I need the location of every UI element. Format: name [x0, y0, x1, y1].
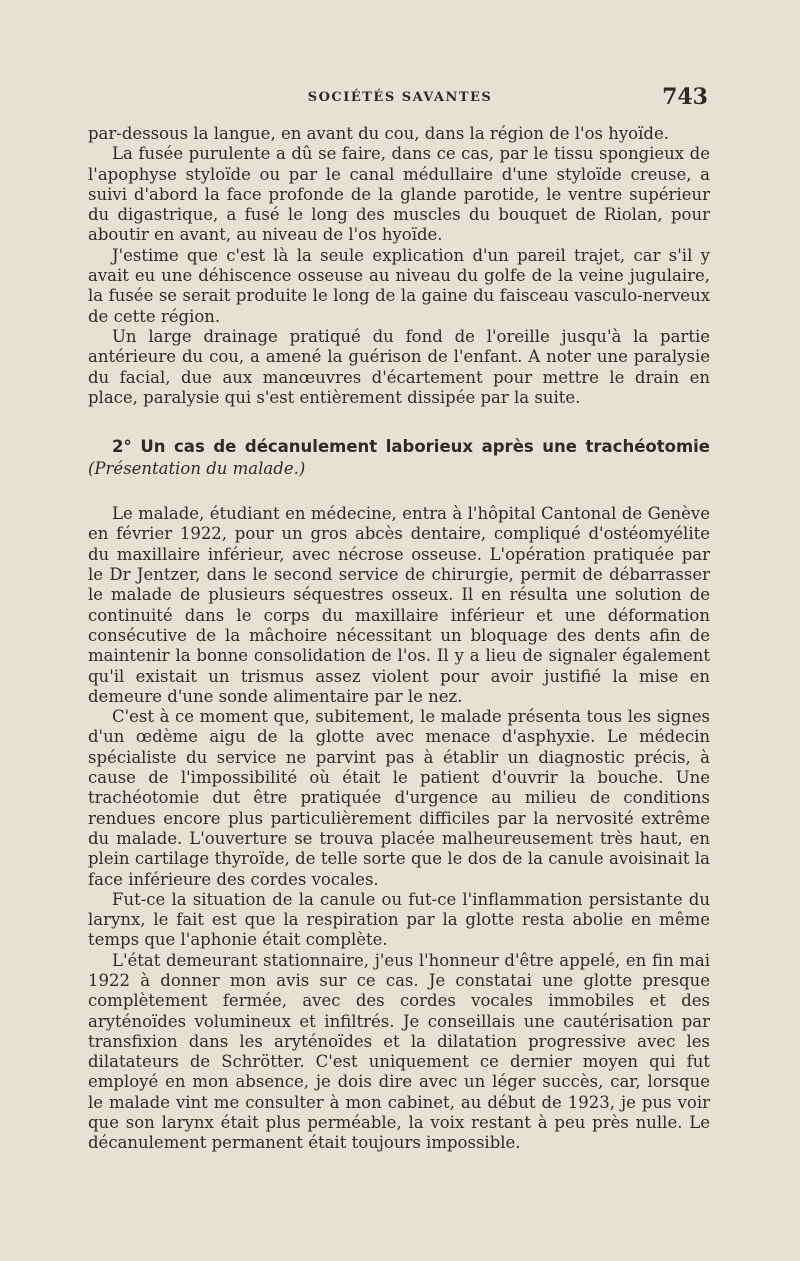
paragraph: par-dessous la langue, en avant du cou, dans la région de l'os hyoïde.: [88, 124, 669, 143]
page-number: 743: [662, 84, 708, 110]
section-heading: [88, 436, 710, 480]
section-number: 2°: [112, 437, 132, 457]
body-text: [88, 124, 710, 1154]
section-title: Un cas de décanulement laborieux après une trachéotomie: [140, 437, 710, 457]
paragraph: Un large drainage pratiqué du fond de l'oreille jusqu'à la partie antérieure du cou, a amené la guérison de l'enfant. A noter une paralysie du facial, due aux manœuvres d'écartement pour mettre le drain en place, paralysie qui s'est entièrement dissipée par la suite.: [88, 326, 710, 407]
paragraph: La fusée purulente a dû se faire, dans ce cas, par le tissu spongieux de l'apophyse styloïde ou par le canal médullaire d'une styloïde creuse, a suivi d'abord la face profonde de la glande parotide, le ventre supérieur du digastrique, a fusé le long des muscles du bouquet de Riolan, pour aboutir en avant, au niveau de l'os hyoïde.: [88, 144, 710, 245]
paragraph: Le malade, étudiant en médecine, entra à l'hôpital Cantonal de Genève en février 1922, pour un gros abcès dentaire, compliqué d'ostéomyélite du maxillaire inférieur, avec nécrose osseuse. L'opération pratiquée par le Dr Jentzer, dans le second service de chirurgie, permit de débarrasser le malade de plusieurs séquestres osseux. Il en résulta une solution de continuité dans le corps du maxillaire inférieur et une déformation consécutive de la mâchoire nécessitant un bloquage des dents afin de maintenir la bonne consolidation de l'os. Il y a lieu de signaler également qu'il existait un trismus assez violent pour avoir justifié la mise en demeure d'une sonde alimentaire par le nez.: [88, 504, 710, 706]
running-header: SOCIÉTÉS SAVANTES: [307, 90, 493, 105]
paragraph: L'état demeurant stationnaire, j'eus l'honneur d'être appelé, en fin mai 1922 à donner mon avis sur ce cas. Je constatai une glotte presque complètement fermée, avec des cordes vocales immobiles et des aryténoïdes volumineux et infiltrés. Je conseillais une cautérisation par transfixion dans les aryténoïdes et la dilatation progressive avec les dilatateurs de Schrötter. C'est uniquement ce dernier moyen qui fut employé en mon absence, je dois dire avec un léger succès, car, lorsque le malade vint me consulter à mon cabinet, au début de 1923, je pus voir que son larynx était plus perméable, la voix restant à peu près nulle. Le décanulement permanent était toujours impossible.: [88, 950, 710, 1153]
paragraph: Fut-ce la situation de la canule ou fut-ce l'inflammation persistante du larynx, le fait est que la respiration par la glotte resta abolie en même temps que l'aphonie était complète.: [88, 889, 710, 950]
section-subtitle: (Présentation du malade.): [88, 459, 306, 479]
paragraph: C'est à ce moment que, subitement, le malade présenta tous les signes d'un œdème aigu de la glotte avec menace d'asphyxie. Le médecin spécialiste du service ne parvint pas à établir un diagnostic précis, à cause de l'impossibilité où était le patient d'ouvrir la bouche. Une trachéotomie dut être pratiquée d'urgence au milieu de conditions rendues encore plus particulièrement difficiles par la nervosité extrême du malade. L'ouverture se trouva placée malheureusement très haut, en plein cartilage thyroïde, de telle sorte que le dos de la canule avoisinait la face inférieure des cordes vocales.: [88, 707, 710, 889]
paragraph: J'estime que c'est là la seule explication d'un pareil trajet, car s'il y avait eu une déhiscence osseuse au niveau du golfe de la veine jugulaire, la fusée se serait produite le long de la gaine du faisceau vasculo-nerveux de cette région.: [88, 245, 710, 326]
